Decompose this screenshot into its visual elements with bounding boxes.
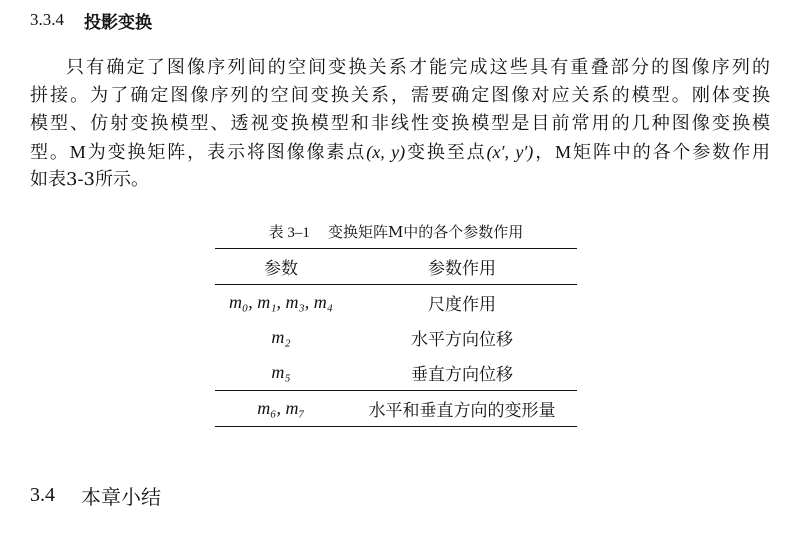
param-effect: 垂直方向位移 xyxy=(411,365,513,385)
table-row xyxy=(215,391,577,427)
parameter-table xyxy=(215,248,577,427)
section-heading xyxy=(30,6,152,34)
line4-part1: 型。 xyxy=(30,142,70,163)
table-caption-text: 变换矩阵M中的各个参数作用 xyxy=(327,223,524,241)
header-param: 参数 xyxy=(264,259,298,279)
paragraph-line-4 xyxy=(30,138,770,166)
param-effect: 尺度作用 xyxy=(428,295,496,315)
body-paragraph xyxy=(30,54,770,194)
header-effect: 参数作用 xyxy=(428,259,496,279)
table-row xyxy=(215,320,577,355)
param-symbol: m₅ xyxy=(271,362,291,382)
paragraph-line-1: 只有确定了图像序列间的空间变换关系才能完成这些具有重叠部分的图像序列的 xyxy=(66,57,770,78)
table-row xyxy=(215,355,577,391)
line4-part5: 矩阵中的各个参数作用 xyxy=(571,142,771,163)
param-symbol: m₀, m₁, m₃, m₄ xyxy=(228,292,334,312)
paragraph-line-5: 如表3-3所示。 xyxy=(30,169,149,190)
table-caption xyxy=(215,220,577,244)
section-number: 3.3.4 xyxy=(30,10,64,29)
point-target: (x′, y′) xyxy=(486,142,534,162)
param-effect: 水平和垂直方向的变形量 xyxy=(368,401,556,421)
table-row xyxy=(215,285,577,321)
next-section-heading xyxy=(30,480,161,510)
point-source: (x, y) xyxy=(366,142,406,162)
paragraph-line-2: 拼接。为了确定图像序列的空间变换关系，需要确定图像对应关系的模型。刚体变换 xyxy=(30,85,770,106)
line4-part2: 为变换矩阵，表示将图像像素点 xyxy=(85,142,367,163)
param-symbol: m₂ xyxy=(271,327,291,347)
paragraph-line-3: 模型、仿射变换模型、透视变换模型和非线性变换模型是目前常用的几种图像变换模 xyxy=(30,113,770,134)
param-symbol: m₆, m₇ xyxy=(257,398,305,418)
section-title: 投影变换 xyxy=(84,12,152,33)
next-section-number: 3.4 xyxy=(30,483,55,506)
table-caption-number: 表 3–1 xyxy=(268,225,310,241)
matrix-symbol-m: M xyxy=(69,142,86,162)
param-effect: 水平方向位移 xyxy=(411,330,513,350)
next-section-title: 本章小结 xyxy=(81,484,161,509)
line4-part3: 变换至点 xyxy=(405,142,487,163)
table-header-row xyxy=(215,249,577,285)
line4-part4: ， xyxy=(533,142,556,163)
matrix-symbol-m-2: M xyxy=(555,142,572,162)
